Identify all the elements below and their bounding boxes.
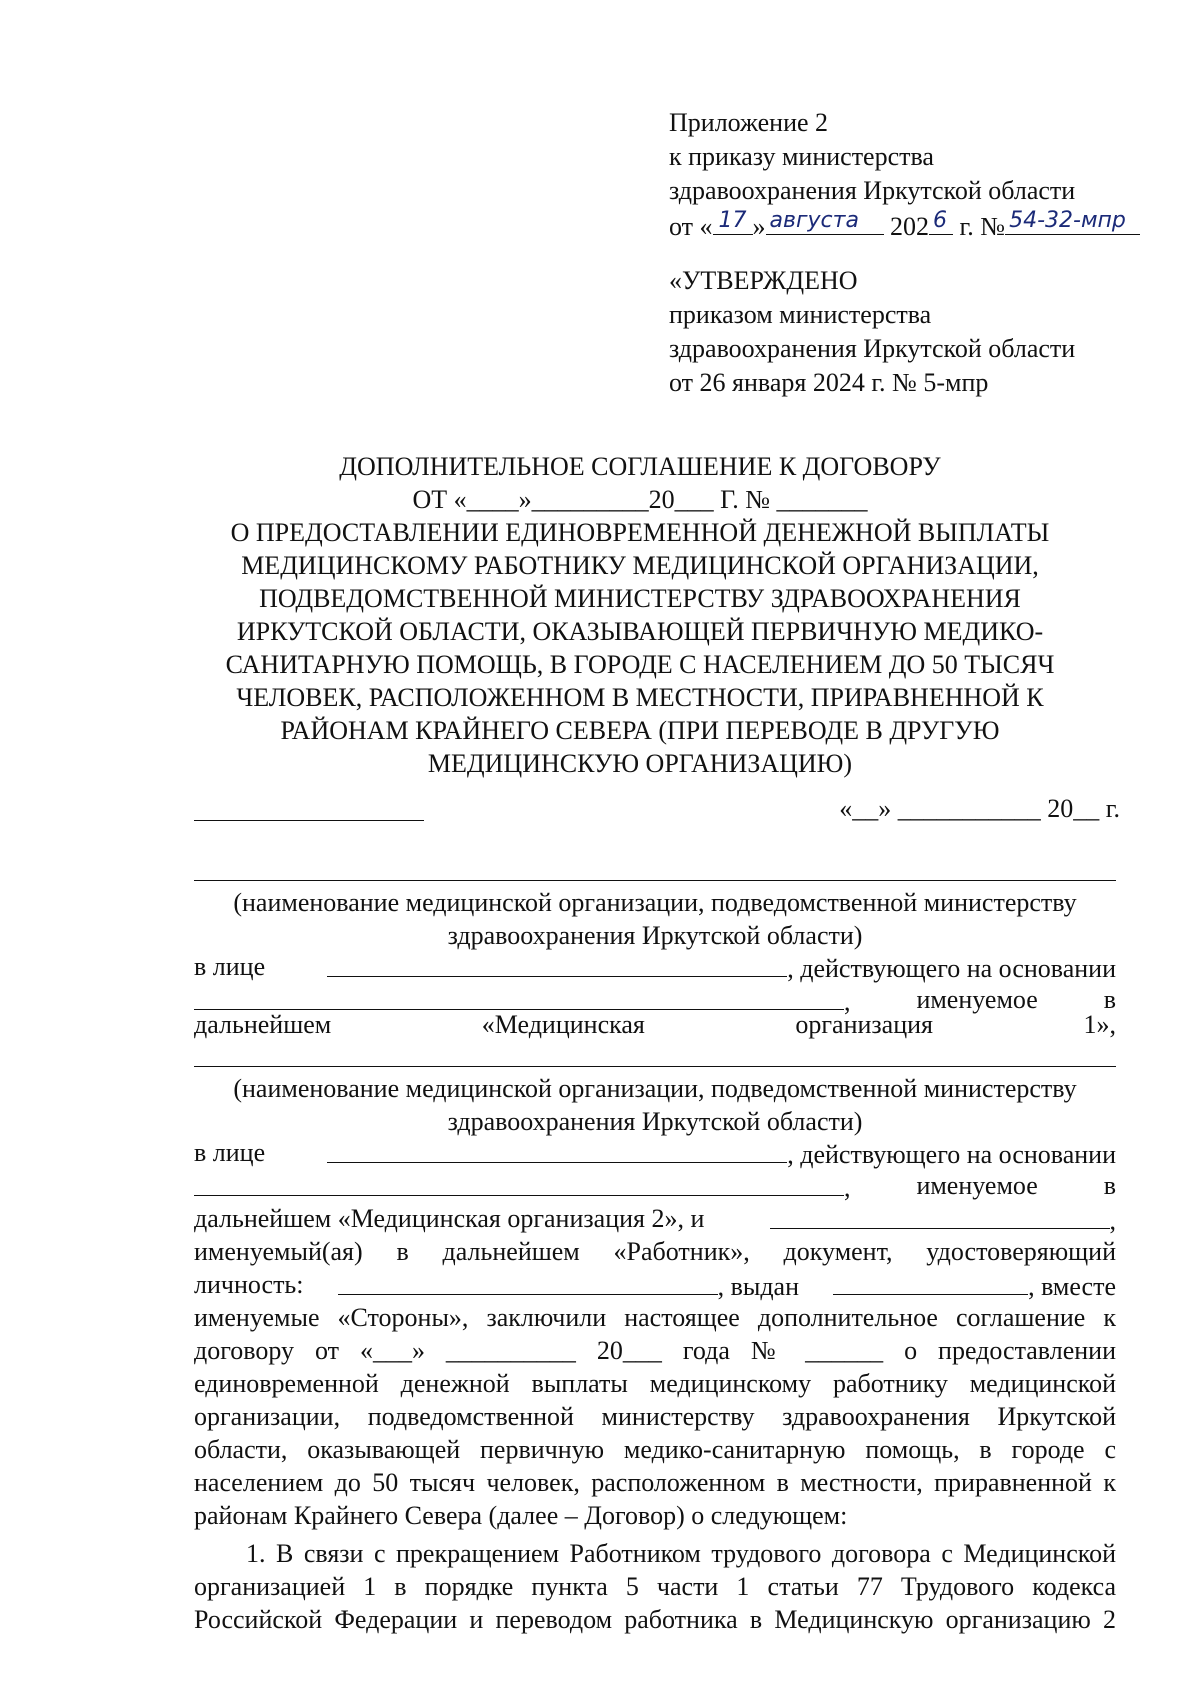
year-handwritten: 6: [933, 208, 948, 233]
title-line-1: ДОПОЛНИТЕЛЬНОЕ СОГЛАШЕНИЕ К ДОГОВОРУ: [339, 452, 941, 481]
org1-further: дальнейшем: [194, 1010, 332, 1039]
org2-named: именуемое: [916, 1171, 1038, 1200]
body-line-4: именуемые «Стороны», заключили настоящее дополнительное соглашение к: [194, 1303, 1116, 1332]
body-line-6: единовременной денежной выплаты медицинскому работнику медицинской: [194, 1369, 1116, 1398]
org1-org-word: организация: [795, 1010, 933, 1039]
title-line-8: ЧЕЛОВЕК, РАСПОЛОЖЕННОМ В МЕСТНОСТИ, ПРИРАВНЕННОЙ К: [236, 683, 1044, 712]
org2-in-person: в лице: [194, 1138, 266, 1167]
org2-representative-blank: [327, 1136, 787, 1163]
month-handwritten: августа: [769, 208, 859, 233]
paragraph-1-line-3: Российской Федерации и переводом работника в Медицинскую организацию 2: [194, 1605, 1116, 1634]
title-line-10: МЕДИЦИНСКУЮ ОРГАНИЗАЦИЮ): [427, 749, 853, 778]
approved-order-line: приказом министерства: [669, 300, 932, 329]
org1-caption-line-2: здравоохранения Иркутской области): [447, 921, 863, 950]
org1-representative-blank: [327, 950, 787, 977]
org1-further-line: [194, 1008, 1116, 1041]
year-prefix: 202: [890, 212, 930, 241]
org1-number: 1»,: [1083, 1010, 1116, 1039]
paragraph-1-line-2: организацией 1 в порядке пункта 5 части 1 статьи 77 Трудового кодекса: [194, 1572, 1116, 1601]
month-field: [766, 208, 884, 235]
org2-in: в: [1103, 1171, 1116, 1200]
date-prefix: от «: [669, 212, 713, 241]
day-handwritten: 17: [718, 208, 747, 233]
quote-close: »: [752, 212, 766, 241]
approved-ministry-line: здравоохранения Иркутской области: [669, 334, 1076, 363]
org2-caption-line-2: здравоохранения Иркутской области): [447, 1107, 863, 1136]
place-blank: [194, 820, 424, 821]
org1-acting-basis: , действующего на основании: [787, 954, 1116, 983]
employee-name-blank: [770, 1202, 1110, 1229]
body-identity: личность:: [194, 1270, 304, 1299]
org1-quoted: «Медицинская: [481, 1010, 645, 1039]
body-comma: ,: [1109, 1206, 1116, 1235]
org1-caption-line-1: (наименование медицинской организации, подведомственной министерству: [233, 888, 1077, 917]
body-org2-named: дальнейшем «Медицинская организация 2», и: [194, 1204, 705, 1233]
annex-date-line: [669, 208, 1140, 244]
org1-caption: [194, 886, 1116, 952]
org2-representative-line: [194, 1136, 1116, 1171]
org1-named: именуемое: [916, 985, 1038, 1014]
org1-comma: ,: [844, 987, 851, 1016]
org2-caption-line-1: (наименование медицинской организации, подведомственной министерству: [233, 1074, 1077, 1103]
title-line-4: МЕДИЦИНСКОМУ РАБОТНИКУ МЕДИЦИНСКОЙ ОРГАНИЗАЦИИ,: [241, 551, 1039, 580]
body-issued: , выдан: [717, 1272, 800, 1301]
title-line-5: ПОДВЕДОМСТВЕННОЙ МИНИСТЕРСТВУ ЗДРАВООХРАНЕНИЯ: [259, 584, 1021, 613]
org1-basis-blank: [194, 983, 844, 1010]
order-number-handwritten: 54-32-мпр: [1009, 208, 1126, 233]
org1-representative-line: [194, 950, 1116, 985]
day-field: [713, 208, 753, 235]
body-line-7: организации, подведомственной министерству здравоохранения Иркутской: [194, 1402, 1116, 1431]
title-line-2: ОТ «____»_________20___ Г. № _______: [412, 485, 868, 514]
approved-date-line: от 26 января 2024 г. № 5-мпр: [669, 368, 989, 397]
annex-label: Приложение 2: [669, 108, 829, 137]
issued-by-blank: [833, 1268, 1028, 1295]
body-line-1: [194, 1202, 1116, 1237]
body-line-9: населением до 50 тысяч человек, расположенном в местности, приравненной к: [194, 1468, 1116, 1497]
title-line-7: САНИТАРНУЮ ПОМОЩЬ, В ГОРОДЕ С НАСЕЛЕНИЕМ ДО 50 ТЫСЯЧ: [225, 650, 1055, 679]
year-field: [929, 208, 953, 235]
body-line-5: договору от «___» __________ 20___ года № ______ о предоставлении: [194, 1336, 1116, 1365]
order-number-field: [1005, 208, 1140, 235]
paragraph-1-line-1: 1. В связи с прекращением Работником трудового договора с Медицинской: [246, 1539, 1116, 1568]
body-together: , вместе: [1028, 1272, 1116, 1301]
org2-basis-line: [194, 1169, 1116, 1204]
body-line-8: области, оказывающей первичную медико-санитарную помощь, в городе с: [194, 1435, 1116, 1464]
annex-ministry-line: здравоохранения Иркутской области: [669, 176, 1076, 205]
agreement-date: «__» ___________ 20__ г.: [839, 794, 1120, 823]
body-line-3: [194, 1268, 1116, 1303]
document-title: [180, 450, 1100, 780]
title-line-6: ИРКУТСКОЙ ОБЛАСТИ, ОКАЗЫВАЮЩЕЙ ПЕРВИЧНУЮ МЕДИКО-: [236, 617, 1044, 646]
number-prefix: г. №: [953, 212, 1006, 241]
org2-basis-blank: [194, 1169, 844, 1196]
approved-label: «УТВЕРЖДЕНО: [669, 266, 858, 295]
org2-comma: ,: [844, 1173, 851, 1202]
title-line-3: О ПРЕДОСТАВЛЕНИИ ЕДИНОВРЕМЕННОЙ ДЕНЕЖНОЙ ВЫПЛАТЫ: [230, 518, 1050, 547]
identity-document-blank: [338, 1268, 718, 1295]
org1-in-person: в лице: [194, 952, 266, 981]
annex-order-line: к приказу министерства: [669, 142, 934, 171]
org1-name-blank: [194, 880, 1116, 881]
title-line-9: РАЙОНАМ КРАЙНЕГО СЕВЕРА (ПРИ ПЕРЕВОДЕ В ДРУГУЮ: [280, 716, 1000, 745]
body-line-2: [194, 1235, 1116, 1268]
body-line-10: районам Крайнего Севера (далее – Договор) о следующем:: [194, 1501, 848, 1530]
org2-acting-basis: , действующего на основании: [787, 1140, 1116, 1169]
org2-name-blank: [194, 1066, 1116, 1067]
org1-in: в: [1103, 985, 1116, 1014]
body-employee-line: именуемый(ая) в дальнейшем «Работник», документ, удостоверяющий: [194, 1237, 1116, 1266]
org2-caption: [194, 1072, 1116, 1138]
